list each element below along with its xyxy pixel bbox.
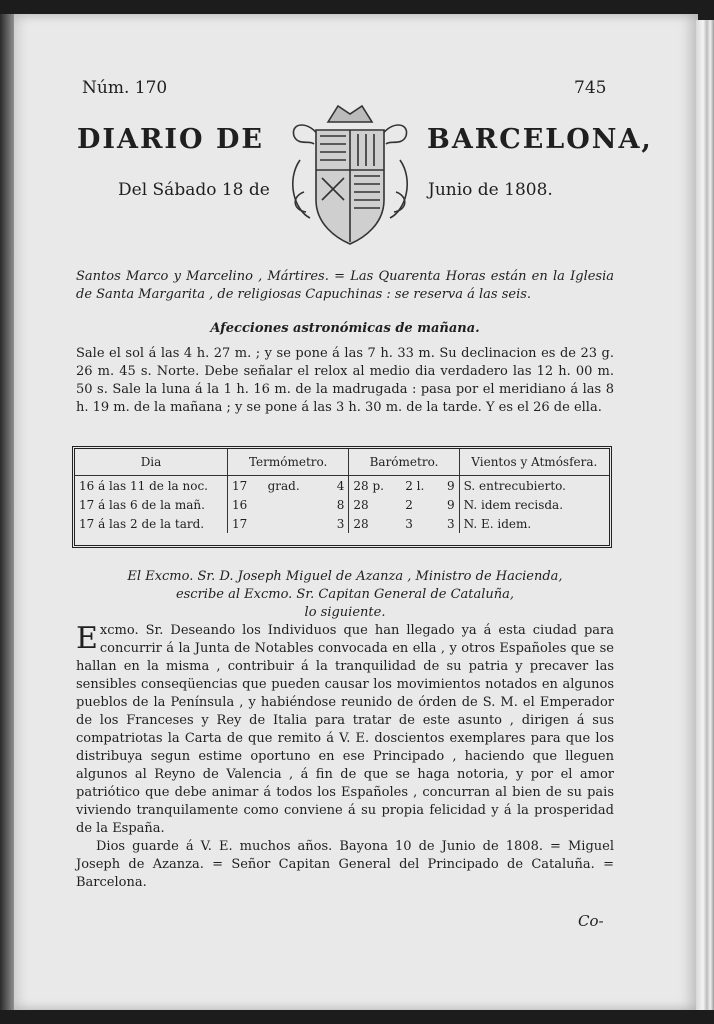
col-header-barometro: Barómetro. bbox=[349, 449, 459, 476]
issue-number: Núm. 170 bbox=[82, 78, 168, 98]
cell-temp-unit bbox=[264, 514, 325, 533]
table-row bbox=[75, 514, 609, 533]
masthead-title-left: DIARIO DE bbox=[77, 124, 264, 155]
cell-baro: 28 bbox=[349, 514, 401, 533]
table-row bbox=[75, 495, 609, 514]
cell-temp-unit: grad. bbox=[267, 478, 300, 493]
table-header-row bbox=[75, 449, 609, 476]
col-header-termometro: Termómetro. bbox=[228, 449, 349, 476]
cell-temp-frac: 4 bbox=[336, 478, 345, 493]
letter-heading bbox=[76, 568, 614, 622]
letter-closing: Dios guarde á V. E. muchos años. Bayona 10 de Junio de 1808. = Miguel Joseph de Azanza. = Señor Capitan General del Principado de Cataluña. = Barcelona. bbox=[76, 839, 614, 890]
cell-baro-frac: 9 bbox=[446, 478, 455, 493]
saints-of-the-day: Santos Marco y Marcelino , Mártires. = Las Quarenta Horas están en la Iglesia de Santa Margarita , de religiosas Capuchinas : se reserva á las seis. bbox=[76, 269, 614, 302]
cell-baro-frac: 3 bbox=[446, 516, 455, 531]
cell-vientos: S. entrecubierto. bbox=[459, 476, 609, 496]
cell-dia: 17 á las 6 de la mañ. bbox=[79, 497, 205, 512]
cell-temp-frac: 8 bbox=[336, 497, 345, 512]
book-gutter bbox=[0, 14, 14, 1010]
cell-temp-frac: 3 bbox=[336, 516, 345, 531]
letter-heading-line: escribe al Excmo. Sr. Capitan General de Cataluña, bbox=[175, 587, 515, 602]
cell-dia: 17 á las 2 de la tard. bbox=[79, 516, 205, 531]
cell-baro-lines: 2 bbox=[405, 497, 413, 512]
coat-of-arms-icon bbox=[280, 100, 420, 250]
catchword: Co- bbox=[578, 912, 604, 930]
drop-cap: E bbox=[76, 621, 98, 656]
cell-baro-lines: 3 bbox=[405, 516, 413, 531]
cell-vientos: N. E. idem. bbox=[459, 514, 609, 533]
masthead-title-right: BARCELONA, bbox=[427, 124, 653, 155]
letter-heading-line: lo siguiente. bbox=[304, 605, 386, 620]
table-row bbox=[75, 476, 609, 496]
cell-vientos: N. idem recisda. bbox=[459, 495, 609, 514]
letter-heading-line: El Excmo. Sr. D. Joseph Miguel de Azanza , Ministro de Hacienda, bbox=[127, 569, 563, 584]
weather-table bbox=[72, 446, 612, 548]
col-header-vientos: Vientos y Atmósfera. bbox=[459, 449, 609, 476]
cell-baro-lines: 2 l. bbox=[405, 478, 425, 493]
page-edges bbox=[696, 20, 714, 1010]
letter-text: xcmo. Sr. Deseando los Individuos que han llegado ya á esta ciudad para concurrir á la Junta de Notables convocada en ella , y otros Españoles que se hallan en la misma , contribuir á la tranquilidad de su patria y precaver las sensibles conseqüencias que pueden causar los movimientos notados en algunos pueblos de la Península , y habiéndose reunido de órden de S. M. el Emperador de los Franceses y Rey de Italia para tratar de este asunto , dirigen á sus compatriotas la Carta de que remito á V. E. doscientos exemplares para que los distribuya segun estime oportuno en ese Principado , haciendo que lleguen algunos al Reyno de Valencia , á fin de que se haga notoria, y por el amor patriótico que debe animar á todos los Españoles , concurran al bien de su pais viviendo tranquilamente como conviene á su propia felicidad y á la prosperidad de la España. bbox=[76, 623, 614, 836]
cell-temp-unit bbox=[264, 495, 325, 514]
cell-baro: 28 bbox=[349, 495, 401, 514]
cell-baro: 28 p. bbox=[349, 476, 401, 496]
letter-body bbox=[76, 622, 614, 892]
cell-baro-frac: 9 bbox=[446, 497, 455, 512]
cell-temp: 17 bbox=[228, 476, 264, 496]
col-header-dia: Dia bbox=[75, 449, 228, 476]
cell-temp: 16 bbox=[228, 495, 264, 514]
cell-temp: 17 bbox=[228, 514, 264, 533]
date-left: Del Sábado 18 de bbox=[118, 180, 270, 200]
cell-dia: 16 á las 11 de la noc. bbox=[79, 478, 208, 493]
astronomy-text: Sale el sol á las 4 h. 27 m. ; y se pone á las 7 h. 33 m. Su declinacion es de 23 g. 26 m. 45 s. Norte. Debe señalar el relox al medio dia verdadero las 12 h. 00 m. 50 s. Sale la luna á la 1 h. 16 m. de la madrugada : pasa por el meridiano á las 8 h. 19 m. de la mañana ; y se pone á las 3 h. 30 m. de la tarde. Y es el 26 de ella. bbox=[76, 346, 614, 415]
page-number: 745 bbox=[574, 78, 607, 98]
date-right: Junio de 1808. bbox=[428, 180, 553, 200]
astronomy-heading: Afecciones astronómicas de mañana. bbox=[210, 321, 480, 336]
